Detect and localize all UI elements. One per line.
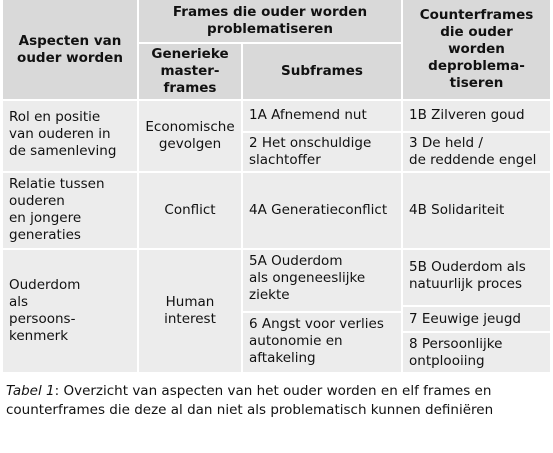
row1-counterframe-1b: 1B Zilveren goud	[403, 101, 550, 131]
row3-counterframe-8: 8 Persoonlijke ontplooiing	[403, 333, 550, 372]
row1-aspect: Rol en positie van ouderen in de samenleving	[3, 101, 137, 171]
row2-masterframe: Conflict	[139, 173, 241, 248]
header-aspecten: Aspecten van ouder worden	[3, 0, 137, 99]
caption-text: : Overzicht van aspecten van het ouder worden en elf frames en counterframes die deze al dan niet als problematisch kunnen definiëren	[6, 383, 494, 418]
row3-masterframe: Human interest	[139, 250, 241, 372]
header-generieke-masterframes: Generieke master- frames	[139, 44, 241, 99]
row1-subframe-1a: 1A Afnemend nut	[243, 101, 401, 131]
row2-subframe-4a: 4A Generatieconflict	[243, 173, 401, 248]
table-caption	[6, 382, 546, 420]
header-frames-group: Frames die ouder worden problematiseren	[139, 0, 401, 42]
header-subframes: Subframes	[243, 44, 401, 99]
row3-subframe-6: 6 Angst voor verlies autonomie en aftakeling	[243, 313, 401, 372]
frames-table	[3, 0, 550, 374]
row3-counterframe-7: 7 Eeuwige jeugd	[403, 307, 550, 331]
row3-subframe-5a: 5A Ouderdom als ongeneeslijke ziekte	[243, 250, 401, 311]
header-counterframes: Counterframes die ouder worden deproblema- tiseren	[403, 0, 550, 99]
row1-masterframe: Economische gevolgen	[139, 101, 241, 171]
row2-counterframe-4b: 4B Solidariteit	[403, 173, 550, 248]
row3-counterframe-5b: 5B Ouderdom als natuurlijk proces	[403, 250, 550, 305]
row1-counterframe-3: 3 De held / de reddende engel	[403, 133, 550, 171]
row1-subframe-2: 2 Het onschuldige slachtoffer	[243, 133, 401, 171]
caption-label: Tabel 1	[6, 383, 55, 399]
row2-aspect: Relatie tussen ouderen en jongere generaties	[3, 173, 137, 248]
row3-aspect: Ouderdom als persoons- kenmerk	[3, 250, 137, 372]
